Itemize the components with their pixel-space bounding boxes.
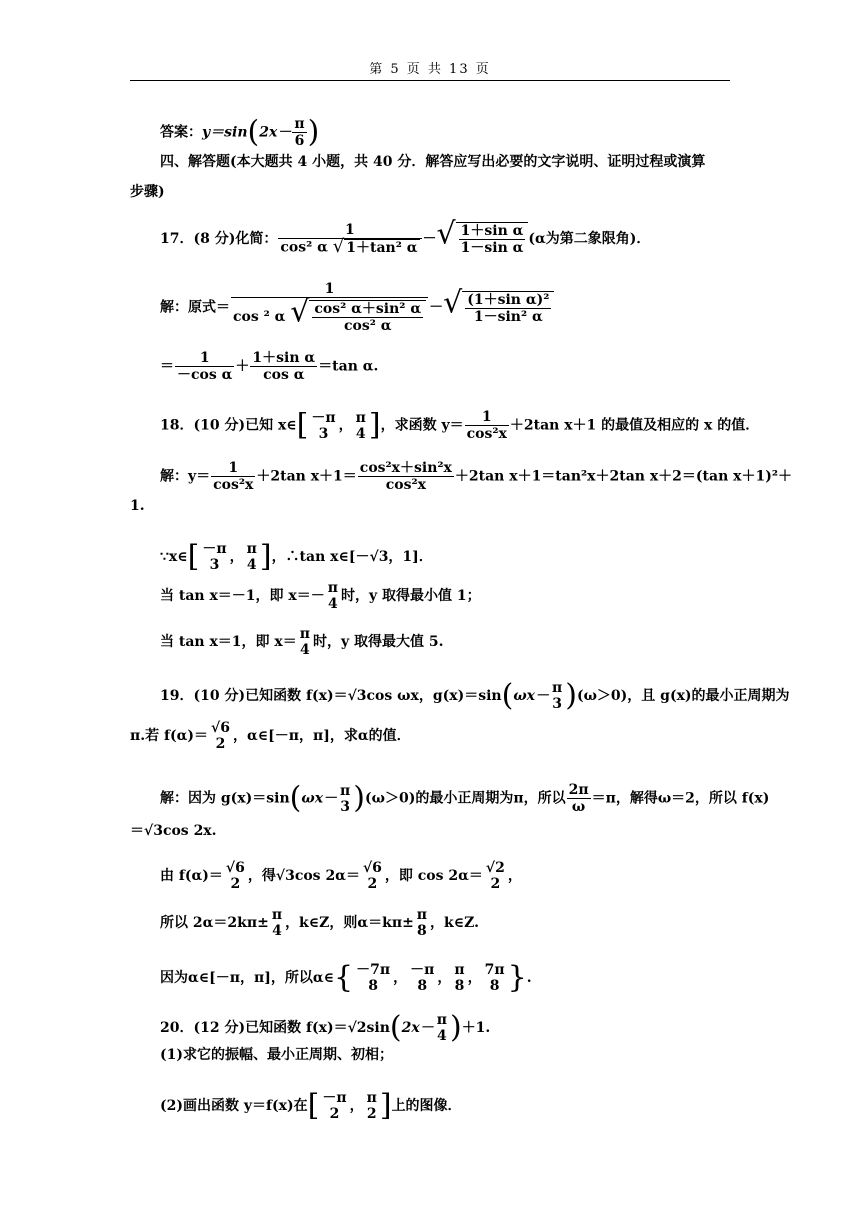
section-heading-cont: 步骤) <box>130 184 165 200</box>
page-header: 第 5 页 共 13 页 <box>369 62 491 77</box>
q18-solution-cont: 1. <box>130 498 145 514</box>
set-item: －π 8 <box>410 962 435 994</box>
q18-max-case: 当 tan x＝1，即 x＝ π 4 时，y 取得最大值 5. <box>160 626 444 658</box>
answer-label: 答案： <box>160 124 202 141</box>
q19-stem: 19．(10 分)已知函数 f(x)＝√3cos ωx，g(x)＝sin(ωx－ π 3 )(ω＞0)，且 g(x)的最小正周期为 <box>160 678 790 713</box>
set-item: －7π 8 <box>356 962 391 994</box>
q19-step5: 因为α∈[－π，π]，所以α∈{ －7π 8 ， －π 8 ， π 8 ， 7π 8 }. <box>160 960 532 995</box>
q17-stem: 17．(8 分)化简： $\frac{1}{\text{cos² α √ 1＋tan² α}}$ －√ $\frac{\text{1＋sin α}}{\text{1－sin α}}$ (α为第二象限角)． <box>160 216 651 257</box>
q19-step4: 所以 2α＝2kπ± π 4 ，k∈Z，则α＝kπ± π 8 ，k∈Z. <box>160 907 479 939</box>
answer-line <box>160 116 319 149</box>
q18-range: ∵x∈[ －π 3 ， π 4 ]，∴tan x∈[－√3，1]． <box>160 539 433 574</box>
q20-part1: (1)求它的振幅、最小正周期、初相； <box>160 1047 393 1063</box>
q17-solution: 解：原式＝ 1 cos ² α √ $\frac{\text{cos² α＋sin² α}}{\text{cos² α}}$ －√ $\frac{\text{(1＋sin α)²}}{\text{1－sin² α}}$ <box>160 281 554 334</box>
q19-solution-cont: ＝√3cos 2x. <box>130 823 217 839</box>
answer-fraction: $\frac{\pi}{6}$ <box>294 116 305 149</box>
q17-result: ＝ $\frac{1}{\text{－cos α}}$ ＋ $\frac{\text{1＋sin α}}{\text{cos α}}$ ＝tan α. <box>160 350 379 383</box>
q18-stem: 18．(10 分)已知 x∈[ －π 3 ， π 4 ]，求函数 y＝ $\frac{1}{\text{cos²x}}$ ＋2tan x＋1 的最值及相应的 x 的值． <box>160 407 760 443</box>
set-item: π 8 <box>454 962 465 994</box>
q17-root: √ $\frac{\text{1＋sin α}}{\text{1－sin α}}$ <box>437 222 529 256</box>
q19-stem-cont: π.若 f(α)＝ √6 2 ，α∈[－π，π]，求α的值． <box>130 720 411 752</box>
close-paren: ) <box>307 114 320 150</box>
q20-stem: 20．(12 分)已知函数 f(x)＝√2sin(2x－ π 4 )＋1. <box>160 1010 491 1045</box>
answer-expr: y＝sin <box>202 124 248 141</box>
open-paren: ( <box>247 114 260 150</box>
q18-solution: 解：y＝ $\frac{1}{\text{cos²x}}$ ＋2tan x＋1＝ $\frac{\text{cos²x＋sin²x}}{\text{cos²x}}$ ＋2tan x＋1＝tan²x＋2tan x＋2＝(tan x＋1)²＋ <box>160 460 792 493</box>
q17-fraction: $\frac{1}{\text{cos² α √ 1＋tan² α}}$ <box>278 222 421 256</box>
q20-part2: (2)画出函数 y＝f(x)在[ －π 2 ， π 2 ]上的图像． <box>160 1088 462 1123</box>
q19-solution: 解：因为 g(x)＝sin(ωx－ π 3 )(ω＞0)的最小正周期为π，所以 $\frac{2\pi}{\omega}$ ＝π，解得ω＝2，所以 f(x) <box>160 780 770 816</box>
q18-min-case: 当 tan x＝－1，即 x＝－ π 4 时，y 取得最小值 1； <box>160 580 481 612</box>
set-item: 7π 8 <box>484 962 505 994</box>
header-rule <box>130 80 730 81</box>
answer-inner: 2x－ <box>259 124 292 141</box>
section-heading: 四、解答题(本大题共 4 小题，共 40 分．解答应写出必要的文字说明、证明过程或演算 <box>160 154 706 170</box>
q19-step3: 由 f(α)＝ √6 2 ，得√3cos 2α＝ √6 2 ，即 cos 2α＝ √2 2 ， <box>160 860 522 892</box>
